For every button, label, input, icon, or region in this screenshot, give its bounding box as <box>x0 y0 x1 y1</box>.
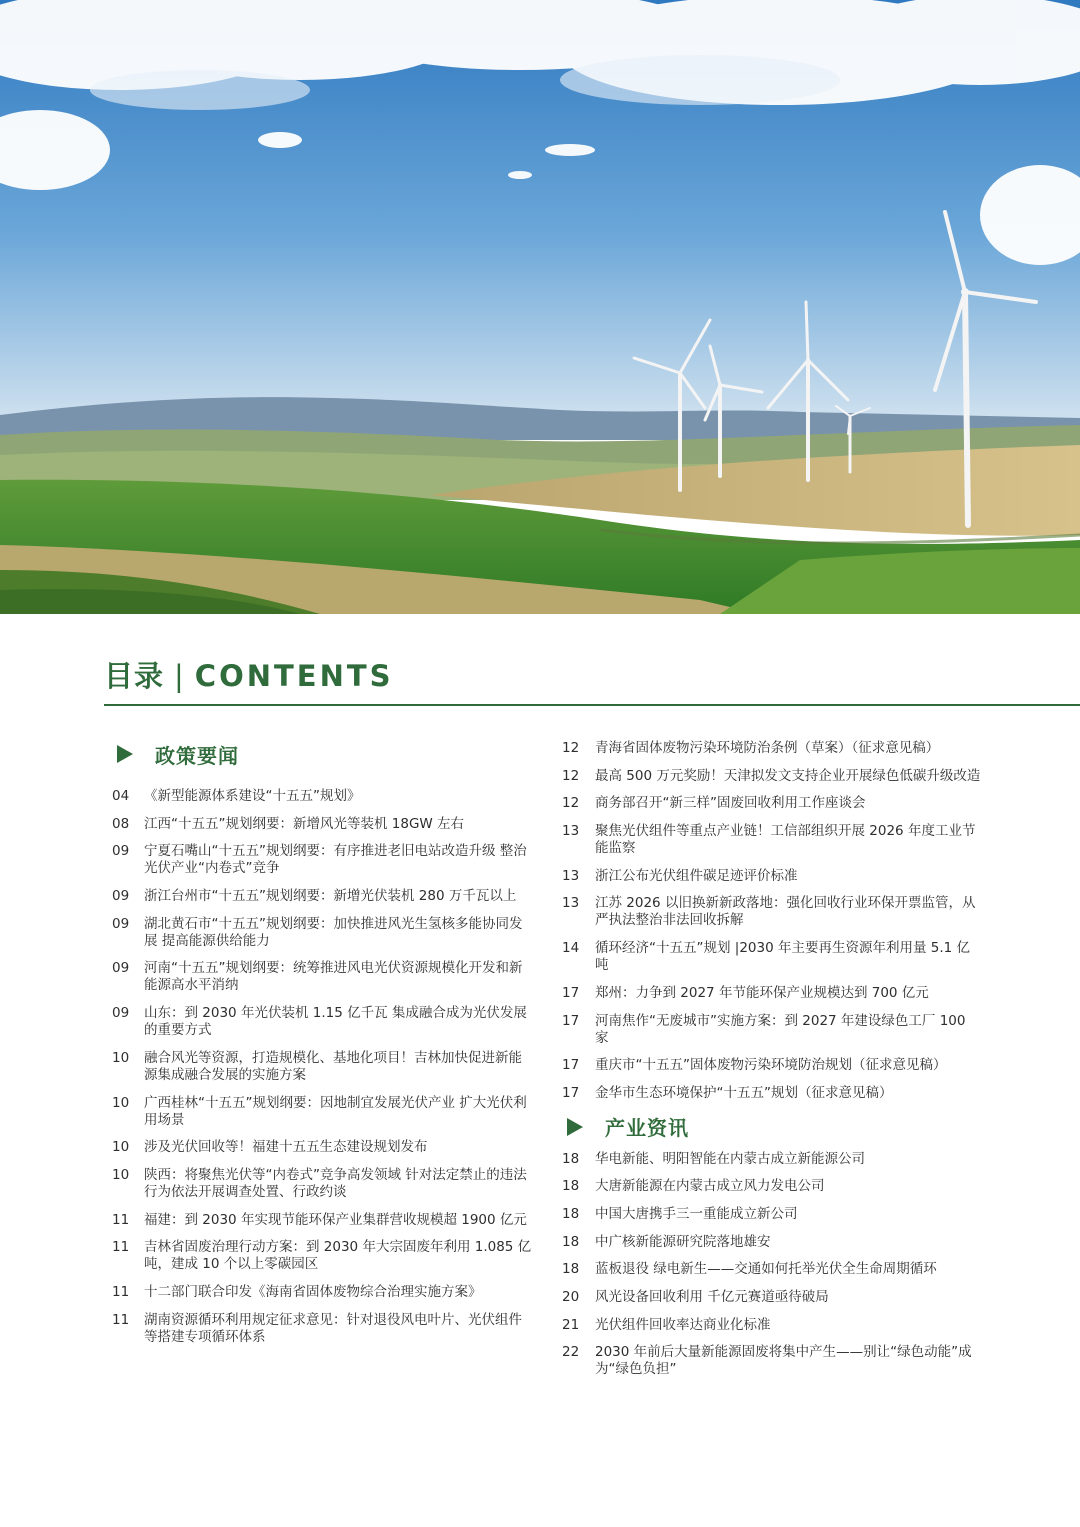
toc-entry-title: 福建：到 2030 年实现节能环保产业集群营收规模超 1900 亿元 <box>144 1211 527 1228</box>
section-heading-industry <box>562 1113 982 1141</box>
toc-entry-page-number: 09 <box>112 888 130 905</box>
toc-entry-page-number: 18 <box>562 1178 580 1195</box>
toc-entry[interactable] <box>562 1178 982 1195</box>
toc-entry-title: 商务部召开“新三样”固废回收利用工作座谈会 <box>595 795 866 812</box>
toc-entry-page-number: 20 <box>562 1289 580 1305</box>
toc-entry[interactable] <box>112 788 532 805</box>
toc-entry-title: 重庆市“十五五”固体废物污染环境防治规划（征求意见稿） <box>595 1057 947 1074</box>
toc-entry-page-number: 12 <box>562 767 580 784</box>
toc-entry-page-number: 11 <box>112 1311 130 1328</box>
toc-entry-page-number: 13 <box>562 895 580 912</box>
toc-entry[interactable] <box>562 795 982 812</box>
toc-entry-title: 陕西：将聚焦光伏等“内卷式”竞争高发领域 针对法定禁止的违法行为依法开展调查处置、行政约谈 <box>144 1166 527 1200</box>
toc-entry-title: 湖南资源循环利用规定征求意见：针对退役风电叶片、光伏组件等搭建专项循环体系 <box>144 1311 522 1345</box>
toc-entry[interactable] <box>112 1095 532 1129</box>
toc-entry-page-number: 09 <box>112 915 130 932</box>
toc-entry-page-number: 17 <box>562 1012 580 1029</box>
toc-entry-title: 蓝板退役 绿电新生——交通如何托举光伏全生命周期循环 <box>595 1261 937 1278</box>
toc-entry-title: 河南“十五五”规划纲要：统筹推进风电光伏资源规模化开发和新能源高水平消纳 <box>144 960 523 994</box>
toc-entry-title: 光伏组件回收率达商业化标准 <box>595 1316 771 1333</box>
toc-entry[interactable] <box>112 916 532 950</box>
toc-entry-page-number: 09 <box>112 843 130 860</box>
toc-entry-page-number: 17 <box>562 1084 580 1101</box>
toc-entry[interactable] <box>112 1050 532 1084</box>
triangle-bullet-icon <box>567 1118 583 1136</box>
toc-entry[interactable] <box>562 1344 982 1378</box>
toc-title-en: CONTENTS <box>194 659 394 693</box>
toc-entry-page-number: 22 <box>562 1344 580 1361</box>
toc-entry-title: 风光设备回收利用 千亿元赛道亟待破局 <box>595 1289 829 1305</box>
toc-entry-page-number: 09 <box>112 1005 130 1022</box>
toc-list-industry <box>562 1151 982 1379</box>
toc-entry[interactable] <box>562 940 982 974</box>
toc-entry-page-number: 13 <box>562 823 580 840</box>
toc-entry-title: 《新型能源体系建设“十五五”规划》 <box>144 788 361 804</box>
toc-heading <box>104 654 394 695</box>
toc-entry[interactable] <box>562 740 982 757</box>
toc-entry-title: 郑州：力争到 2027 年节能环保产业规模达到 700 亿元 <box>595 984 929 1001</box>
toc-entry[interactable] <box>562 823 982 857</box>
toc-entry-title: 宁夏石嘴山“十五五”规划纲要：有序推进老旧电站改造升级 整治光伏产业“内卷式”竞争 <box>144 843 527 877</box>
toc-entry-title: 吉林省固废治理行动方案：到 2030 年大宗固废年利用 1.085 亿吨，建成 10 个以上零碳园区 <box>144 1239 532 1273</box>
section-title-policy: 政策要闻 <box>155 743 239 768</box>
triangle-bullet-icon <box>117 745 133 763</box>
toc-entry-page-number: 18 <box>562 1233 580 1250</box>
toc-entry[interactable] <box>562 1057 982 1074</box>
toc-entry[interactable] <box>562 1289 982 1306</box>
toc-entry[interactable] <box>112 1167 532 1201</box>
toc-entry-page-number: 17 <box>562 1057 580 1074</box>
toc-entry-title: 江西“十五五”规划纲要：新增风光等装机 18GW 左右 <box>144 815 465 832</box>
toc-entry-page-number: 12 <box>562 795 580 812</box>
toc-entry-page-number: 11 <box>112 1283 130 1300</box>
toc-entry-title: 聚焦光伏组件等重点产业链！工信部组织开展 2026 年度工业节能监察 <box>595 823 976 857</box>
toc-entry[interactable] <box>112 843 532 877</box>
toc-entry[interactable] <box>562 895 982 929</box>
toc-entry[interactable] <box>562 1261 982 1278</box>
toc-entry-page-number: 10 <box>112 1094 130 1111</box>
toc-entry-title: 湖北黄石市“十五五”规划纲要：加快推进风光生氢核多能协同发展 提高能源供给能力 <box>144 915 523 949</box>
toc-entry-title: 涉及光伏回收等！福建十五五生态建设规划发布 <box>144 1139 428 1156</box>
toc-entry-page-number: 11 <box>112 1239 130 1256</box>
hero-image-wind-farm <box>0 0 1080 614</box>
toc-entry-title: 中国大唐携手三一重能成立新公司 <box>595 1205 798 1222</box>
toc-entry[interactable] <box>562 1013 982 1047</box>
toc-entry-title: 金华市生态环境保护“十五五”规划（征求意见稿） <box>595 1084 893 1101</box>
toc-entry-page-number: 21 <box>562 1316 580 1333</box>
toc-entry[interactable] <box>562 1317 982 1334</box>
toc-entry-title: 浙江公布光伏组件碳足迹评价标准 <box>595 867 798 884</box>
toc-entry[interactable] <box>562 1151 982 1168</box>
toc-entry[interactable] <box>112 1239 532 1273</box>
toc-entry-title: 华电新能、明阳智能在内蒙古成立新能源公司 <box>595 1150 865 1167</box>
toc-entry[interactable] <box>112 1139 532 1156</box>
toc-entry[interactable] <box>112 816 532 833</box>
toc-entry-page-number: 18 <box>562 1150 580 1167</box>
toc-entry[interactable] <box>112 1284 532 1301</box>
toc-entry-title: 广西桂林“十五五”规划纲要：因地制宜发展光伏产业 扩大光伏利用场景 <box>144 1094 527 1128</box>
toc-entry[interactable] <box>562 1234 982 1251</box>
toc-entry-title: 江苏 2026 以旧换新新政落地：强化回收行业环保开票监管，从严执法整治非法回收拆解 <box>595 895 976 929</box>
toc-entry-title: 中广核新能源研究院落地雄安 <box>595 1233 771 1250</box>
toc-entry-title: 大唐新能源在内蒙古成立风力发电公司 <box>595 1178 825 1195</box>
heading-divider <box>104 704 1080 706</box>
toc-entry-page-number: 10 <box>112 1139 130 1156</box>
section-title-industry: 产业资讯 <box>605 1116 689 1141</box>
toc-entry[interactable] <box>112 888 532 905</box>
toc-entry[interactable] <box>562 868 982 885</box>
toc-entry-page-number: 08 <box>112 815 130 832</box>
toc-entry-page-number: 18 <box>562 1261 580 1278</box>
toc-entry-title: 十二部门联合印发《海南省固体废物综合治理实施方案》 <box>144 1283 482 1300</box>
toc-entry-page-number: 13 <box>562 867 580 884</box>
toc-entry[interactable] <box>112 1212 532 1229</box>
toc-entry-title: 浙江台州市“十五五”规划纲要：新增光伏装机 280 万千瓦以上 <box>144 888 517 905</box>
toc-entry-page-number: 17 <box>562 984 580 1001</box>
toc-list-policy-continued <box>562 740 982 1102</box>
toc-entry[interactable] <box>112 1312 532 1346</box>
toc-entry[interactable] <box>562 1085 982 1102</box>
toc-entry[interactable] <box>562 768 982 785</box>
toc-entry-page-number: 04 <box>112 788 130 804</box>
toc-entry-title: 河南焦作“无废城市”实施方案：到 2027 年建设绿色工厂 100 家 <box>595 1012 966 1046</box>
toc-entry-page-number: 10 <box>112 1049 130 1066</box>
toc-entry[interactable] <box>562 985 982 1002</box>
landscape-illustration <box>0 0 1080 614</box>
toc-entry-title: 融合风光等资源，打造规模化、基地化项目！吉林加快促进新能源集成融合发展的实施方案 <box>144 1049 522 1083</box>
toc-title-cn: 目录 <box>104 659 165 693</box>
toc-entry[interactable] <box>112 1005 532 1039</box>
toc-column-right <box>562 740 982 1389</box>
toc-list-policy <box>112 788 532 1346</box>
toc-entry-page-number: 11 <box>112 1211 130 1228</box>
toc-entry-page-number: 09 <box>112 960 130 977</box>
toc-entry-title: 青海省固体废物污染环境防治条例（草案）（征求意见稿） <box>595 740 940 756</box>
toc-entry-page-number: 10 <box>112 1166 130 1183</box>
toc-entry-title: 2030 年前后大量新能源固废将集中产生——别让“绿色动能”成为“绿色负担” <box>595 1344 972 1378</box>
toc-entry-title: 最高 500 万元奖励！天津拟发文支持企业开展绿色低碳升级改造 <box>595 767 981 784</box>
toc-title-separator: | <box>174 659 185 693</box>
toc-entry-title: 循环经济“十五五”规划 |2030 年主要再生资源年利用量 5.1 亿吨 <box>595 940 971 974</box>
toc-entry-page-number: 18 <box>562 1205 580 1222</box>
toc-column-left <box>112 740 532 1356</box>
toc-entry-title: 山东：到 2030 年光伏装机 1.15 亿千瓦 集成融合成为光伏发展的重要方式 <box>144 1005 527 1039</box>
toc-entry[interactable] <box>562 1206 982 1223</box>
toc-entry-page-number: 12 <box>562 740 580 756</box>
section-heading-policy <box>112 740 532 768</box>
toc-entry-page-number: 14 <box>562 940 580 957</box>
toc-entry[interactable] <box>112 960 532 994</box>
